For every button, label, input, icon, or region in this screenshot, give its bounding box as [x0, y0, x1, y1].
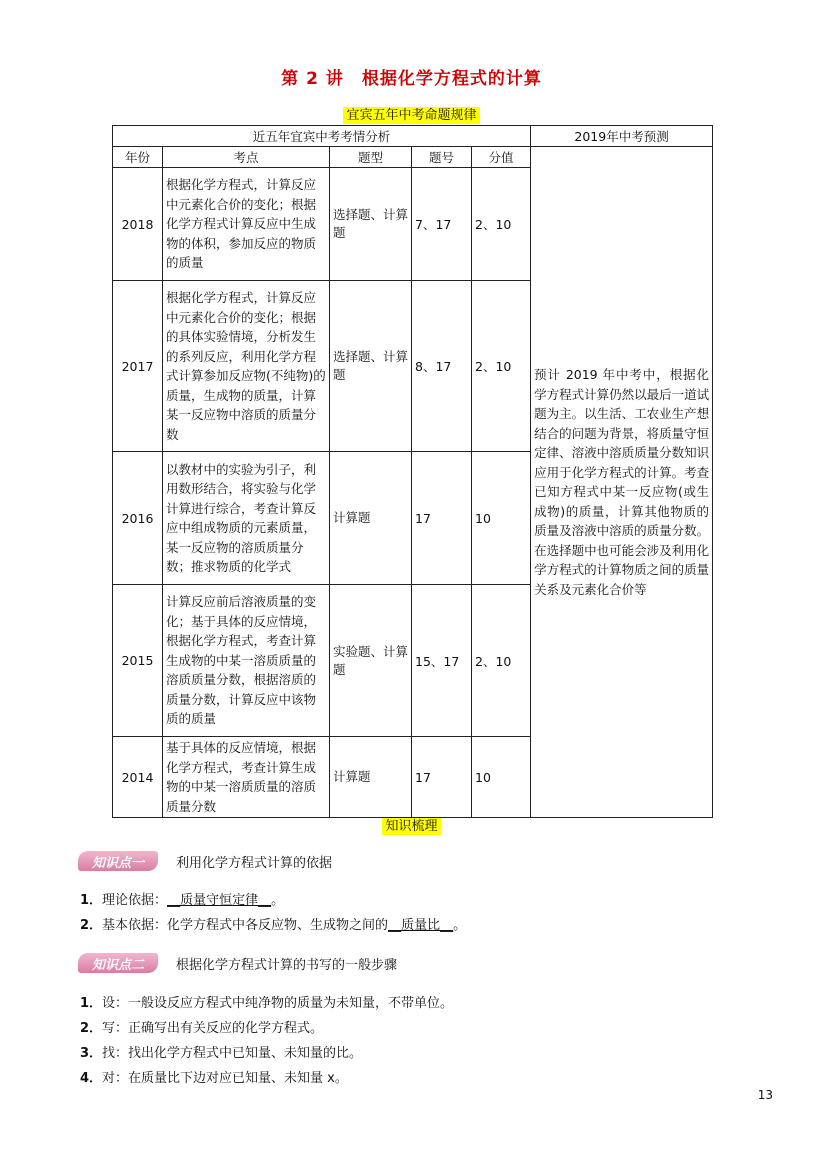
answer-blank: __质量守恒定律__ [167, 893, 272, 908]
column-header-score: 分值 [472, 147, 531, 168]
list-item: 1．设：一般设反应方程式中纯净物的质量为未知量，不带单位。 [80, 996, 454, 1011]
score-cell: 10 [472, 737, 531, 818]
topic-cell: 根据化学方程式，计算反应中元素化合价的变化；根据的具体实验情境，分析发生的系列反应，利用化学方程式计算参加反应物(不纯物)的质量，生成物的质量，计算某一反应物中溶质的质量分数 [163, 281, 330, 452]
knowledge-point-1-header [78, 850, 332, 872]
type-cell: 计算题 [330, 452, 412, 585]
year-cell: 2017 [113, 281, 163, 452]
list-item: 1．理论依据：__质量守恒定律__。 [80, 893, 285, 908]
forecast-cell: 预计 2019 年中考中，根据化学方程式计算仍然以最后一道试题为主。以生活、工农业生产想结合的问题为背景，将质量守恒定律、溶液中溶质质量分数知识应用于化学方程式的计算。考查已知方程式中某一反应物(或生成物)的质量，计算其他物质的质量及溶液中溶质的质量分数。在选择题中也可能会涉及利用化学方程式的计算物质之间的质量关系及元素化合价等 [531, 147, 713, 818]
knowledge-point-2-header [78, 952, 397, 974]
exam-analysis-table [112, 125, 713, 818]
year-cell: 2018 [113, 168, 163, 281]
column-header-topic: 考点 [163, 147, 330, 168]
topic-cell: 根据化学方程式，计算反应中元素化合价的变化；根据化学方程式计算反应中生成物的体积，参加反应的物质的质量 [163, 168, 330, 281]
type-cell: 计算题 [330, 737, 412, 818]
score-cell: 2、10 [472, 281, 531, 452]
year-cell: 2014 [113, 737, 163, 818]
knowledge-point-title: 根据化学方程式计算的书写的一般步骤 [176, 957, 398, 973]
answer-blank: __质量比__ [388, 918, 454, 933]
section-heading-exam-rules: 宜宾五年中考命题规律 [0, 104, 823, 123]
topic-cell: 以教材中的实验为引子，利用数形结合，将实验与化学计算进行综合，考查计算反应中组成物质的元素质量，某一反应物的溶质质量分数；推求物质的化学式 [163, 452, 330, 585]
list-item: 2．基本依据：化学方程式中各反应物、生成物之间的__质量比__。 [80, 918, 467, 933]
column-header-year: 年份 [113, 147, 163, 168]
list-item: 4．对：在质量比下边对应已知量、未知量 x。 [80, 1071, 348, 1086]
number-cell: 7、17 [412, 168, 472, 281]
column-header-type: 题型 [330, 147, 412, 168]
number-cell: 17 [412, 737, 472, 818]
page-title: 第 2 讲 根据化学方程式的计算 [281, 69, 542, 89]
number-cell: 15、17 [412, 585, 472, 737]
year-cell: 2015 [113, 585, 163, 737]
table-column-header-row [113, 147, 713, 168]
page-number: 13 [757, 1088, 773, 1102]
header-analysis: 近五年宜宾中考考情分析 [113, 126, 531, 147]
type-cell: 选择题、计算题 [330, 281, 412, 452]
section-heading-knowledge: 知识梳理 [0, 815, 823, 834]
type-cell: 选择题、计算题 [330, 168, 412, 281]
topic-cell: 计算反应前后溶液质量的变化；基于具体的反应情境，根据化学方程式，考查计算生成物的中某一溶质质量的溶质质量分数，根据溶质的质量分数，计算反应中该物质的质量 [163, 585, 330, 737]
knowledge-point-badge: 知识点二 [78, 953, 158, 973]
knowledge-point-badge: 知识点一 [78, 851, 158, 871]
list-item: 2．写：正确写出有关反应的化学方程式。 [80, 1021, 324, 1036]
score-cell: 2、10 [472, 168, 531, 281]
table-group-header-row [113, 126, 713, 147]
number-cell: 17 [412, 452, 472, 585]
score-cell: 10 [472, 452, 531, 585]
header-forecast: 2019年中考预测 [531, 126, 713, 147]
number-cell: 8、17 [412, 281, 472, 452]
type-cell: 实验题、计算题 [330, 585, 412, 737]
knowledge-point-title: 利用化学方程式计算的依据 [176, 855, 333, 871]
column-header-number: 题号 [412, 147, 472, 168]
score-cell: 2、10 [472, 585, 531, 737]
list-item: 3．找：找出化学方程式中已知量、未知量的比。 [80, 1046, 363, 1061]
year-cell: 2016 [113, 452, 163, 585]
topic-cell: 基于具体的反应情境，根据化学方程式，考查计算生成物的中某一溶质质量的溶质质量分数 [163, 737, 330, 818]
